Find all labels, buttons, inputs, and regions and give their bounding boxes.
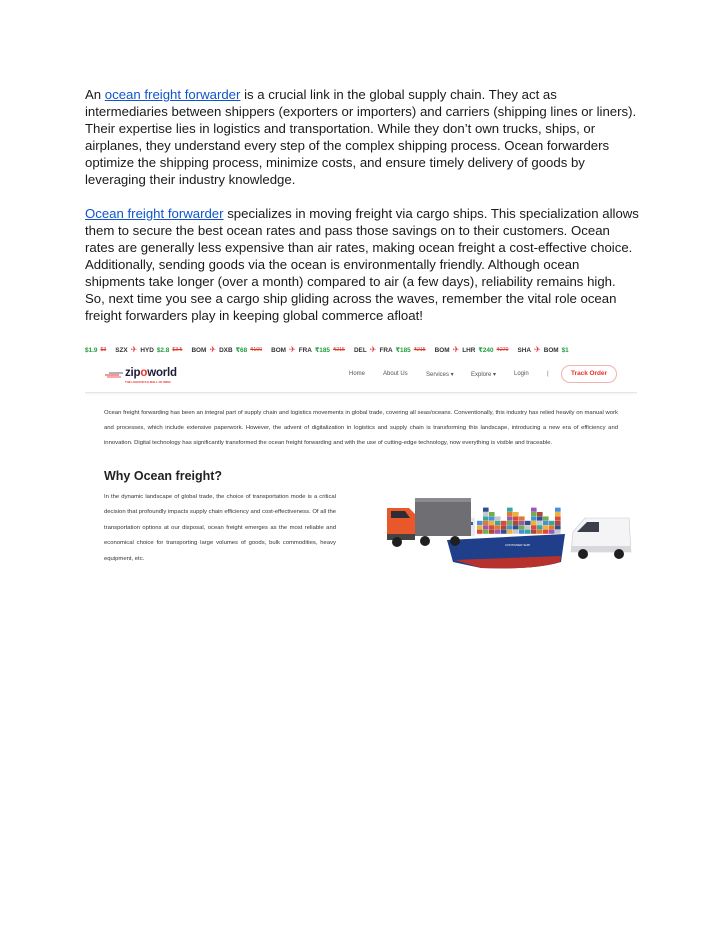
p3-text: So, next time you see a cargo ship gliding across the waves, remember the vital role ocean freight forwarders play in keeping global commerce afloat! [85,291,617,323]
ticker-destination: LHR [462,346,476,354]
ticker-price: ₹185 [395,347,411,354]
paragraph-intro [85,86,640,188]
container-block [507,508,513,512]
container-block [495,516,501,520]
why-ocean-freight-body: In the dynamic landscape of global trade, the choice of transportation mode is a critical decision that profoundly impacts supply chain efficiency and cost-effectiveness. Of all the transportation options at our disposal, ocean freight emerges as the most reliable and economical choice for transporting large volumes of goods, bulk commodities, heavy equipment, etc. [104,494,336,562]
ticker-origin: BOM [191,346,207,354]
container-block [543,525,549,529]
container-block [549,521,555,525]
ticker-old-price: ₹100 [250,347,263,353]
container-block [549,530,555,534]
ticker-origin: SZX [115,346,128,354]
container-block [525,530,531,534]
ticker-price: $1 [561,346,569,354]
why-ocean-freight-heading: Why Ocean freight? [104,469,223,483]
container-block [489,516,495,520]
container-block [501,530,507,534]
ticker-destination: BOM [543,346,559,354]
container-block [519,521,525,525]
logo-tagline: THE LOGISTICS E-MALL OF INDIA [125,380,171,384]
container-block [477,521,483,525]
container-block [537,516,543,520]
ticker-old-price: $3.5 [172,347,183,353]
ticker-origin: DEL [353,346,367,354]
ticker-route[interactable] [191,346,262,354]
ship-label: CONTAINER SHIP [505,543,531,547]
ticker-route[interactable] [115,346,182,354]
ticker-price: $1.9 [85,346,98,354]
container-block [525,521,531,525]
plane-icon: ✈ [534,345,541,354]
container-block [507,525,513,529]
rates-ticker [85,342,637,358]
container-block [495,530,501,534]
container-block [543,516,549,520]
container-block [537,521,543,525]
ticker-route[interactable] [354,346,426,354]
plane-icon: ✈ [369,345,377,354]
ocean-freight-forwarder-link[interactable]: ocean freight forwarder [104,87,241,102]
container-block [507,521,513,525]
p2-text: specializes in moving freight via cargo ships. This specialization allows them to secure the best ocean rates and pass those savings on to their customers. Ocean rates are generally less expensive than air rates, making ocean freight a cost-effective choice. Additionally, sending goods via the ocean is environmentally friendly. Although ocean shipments take longer (over a month) compared to air (a few days), reliability remains high. [85,206,639,289]
container-block [507,512,513,516]
nav-services[interactable]: Services ▾ [426,372,454,378]
container-block [537,530,543,534]
ticker-route[interactable] [271,346,345,354]
truck-ship-van-illustration [385,478,637,574]
paragraph-specialization [85,205,640,324]
embedded-website-screenshot [85,338,637,578]
container-block [537,512,543,516]
ticker-old-price: $3 [100,347,107,353]
container-block [549,525,555,529]
container-block [531,516,537,520]
container-block [495,521,501,525]
logo-wordmark: zipoworld [125,367,177,379]
plane-icon: ✈ [452,345,460,354]
container-block [555,516,561,520]
container-block [483,512,489,516]
ticker-origin: SHA [517,346,531,354]
ticker-price: ₹240 [478,347,494,354]
truck-icon [387,498,471,547]
ticker-route[interactable] [518,346,569,354]
container-block [519,530,525,534]
container-block [483,530,489,534]
container-block [537,525,543,529]
logo-swoosh-icon [105,371,125,379]
ticker-route[interactable] [435,346,509,354]
p1-prefix: An [85,87,105,102]
container-block [531,530,537,534]
container-block [489,525,495,529]
ocean-freight-forwarder-link-2[interactable]: Ocean freight forwarder [85,206,224,221]
container-block [477,530,483,534]
container-block [513,530,519,534]
ticker-price: ₹68 [235,347,248,354]
ticker-origin: BOM [434,346,450,354]
ticker-destination: FRA [298,346,312,354]
ticker-origin: BOM [271,346,287,354]
container-block [555,512,561,516]
ticker-old-price: ₹215 [413,347,426,353]
container-block [513,521,519,525]
ticker-old-price: ₹215 [332,347,345,353]
container-block [555,530,561,534]
ticker-destination: HYD [140,346,154,354]
nav-separator: | [547,370,549,377]
ticker-price: ₹185 [314,347,330,354]
zipaworld-logo[interactable] [101,367,191,389]
p1-text: is a crucial link in the global supply chain. They act as intermediaries between shippers (exporters or importers) and carriers (shipping lines or liners). Their expertise lies in logistics and transportation. While they don’t own trucks, ships, or airplanes, they understand every step of the complex shipping process. Ocean forwarders optimize the shipping process, minimize costs, and ensure timely delivery of goods by leveraging their industry knowledge. [85,87,637,187]
ticker-price: $2.8 [156,346,170,354]
plane-icon: ✈ [130,345,138,354]
plane-icon: ✈ [209,345,217,354]
container-block [543,521,549,525]
container-block [513,525,519,529]
container-block [543,530,549,534]
ticker-old-price: ₹270 [496,347,509,353]
container-block [483,521,489,525]
container-block [495,525,501,529]
container-block [519,525,525,529]
container-block [555,508,561,512]
container-block [513,512,519,516]
container-block [489,530,495,534]
container-block [483,508,489,512]
container-block [483,516,489,520]
container-block [531,512,537,516]
ticker-destination: FRA [379,346,393,354]
container-block [525,525,531,529]
nav-about-us[interactable]: About Us [383,371,408,377]
container-block [513,516,519,520]
track-order-button[interactable]: Track Order [561,365,617,383]
plane-icon: ✈ [289,345,296,354]
container-block [501,525,507,529]
ticker-route[interactable] [85,347,106,354]
container-block [489,521,495,525]
container-block [489,512,495,516]
container-block [477,525,483,529]
ticker-destination: DXB [219,346,233,354]
container-block [555,525,561,529]
container-block [519,516,525,520]
nav-login[interactable]: Login [514,371,529,377]
site-navbar [85,360,637,393]
screenshot-intro-text: Ocean freight forwarding has been an integral part of supply chain and logistics movements in global trade, covering all seas/oceans. Conventionally, this industry has relied heavily on manual work and processes, which include extensive paperwork. However, the advent of digitalization in logistics and supply chain is transforming this landscape, introducing a new era of efficiency and innovation. Digital technology has significantly transformed the ocean freight forwarding and with the use of cutting-edge technology, now everything is visible and traceable. [104,410,618,446]
container-block [531,525,537,529]
container-block [501,521,507,525]
van-icon [571,518,631,559]
container-block [531,521,537,525]
nav-explore[interactable]: Explore ▾ [471,372,497,378]
nav-home[interactable]: Home [349,371,366,377]
container-block [483,525,489,529]
container-block [531,508,537,512]
container-block [555,521,561,525]
container-block [507,516,513,520]
container-block [507,530,513,534]
